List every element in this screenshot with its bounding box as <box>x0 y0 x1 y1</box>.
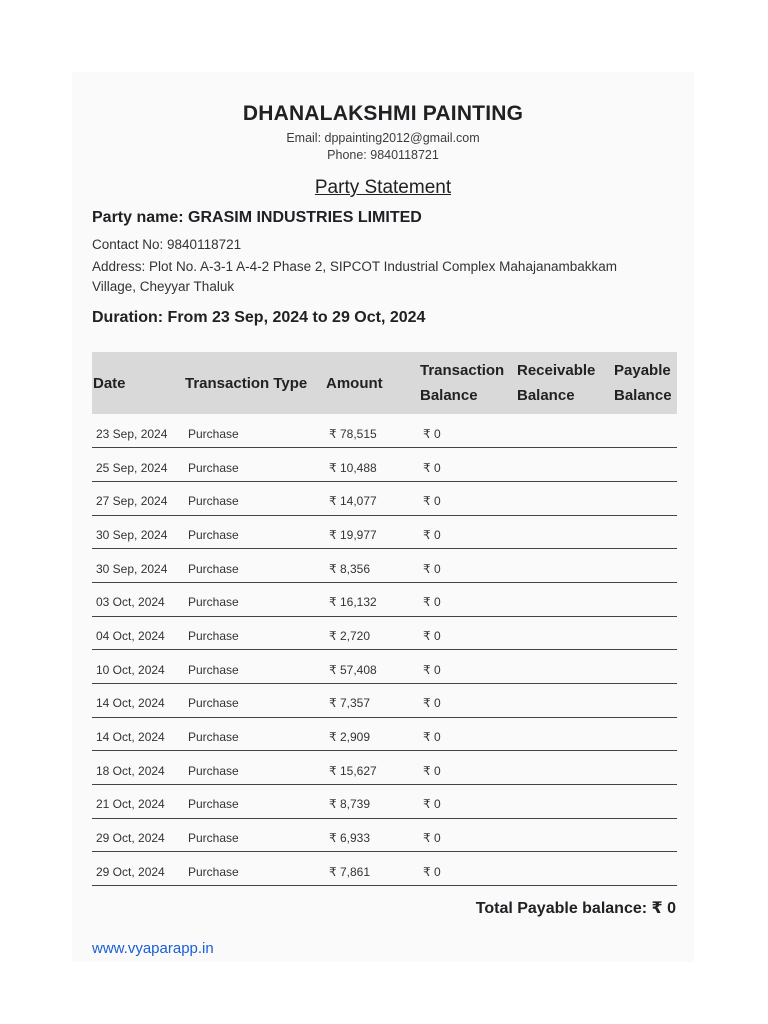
cell-amount: ₹ 8,739 <box>325 785 419 819</box>
statement-duration: Duration: From 23 Sep, 2024 to 29 Oct, 2024 <box>92 309 426 326</box>
table-header-row <box>92 352 677 414</box>
cell-payable-balance <box>613 852 677 886</box>
table-row <box>92 684 677 718</box>
table-row <box>92 818 677 852</box>
cell-receivable-balance <box>516 818 613 852</box>
cell-date: 14 Oct, 2024 <box>92 684 184 718</box>
cell-transaction-balance: ₹ 0 <box>419 684 516 718</box>
cell-receivable-balance <box>516 515 613 549</box>
cell-transaction-balance: ₹ 0 <box>419 515 516 549</box>
header-payable-balance: Payable Balance <box>614 362 672 404</box>
cell-amount: ₹ 57,408 <box>325 650 419 684</box>
cell-receivable-balance <box>516 448 613 482</box>
cell-date: 29 Oct, 2024 <box>92 818 184 852</box>
party-address: Address: Plot No. A-3-1 A-4-2 Phase 2, SIPCOT Industrial Complex Mahajanambakkam Village, Cheyyar Thaluk <box>92 259 617 294</box>
cell-payable-balance <box>613 785 677 819</box>
cell-payable-balance <box>613 818 677 852</box>
cell-transaction-balance: ₹ 0 <box>419 852 516 886</box>
cell-receivable-balance <box>516 751 613 785</box>
cell-transaction-type: Purchase <box>184 481 325 515</box>
header-transaction-balance: Transaction Balance <box>420 362 505 404</box>
table-row <box>92 717 677 751</box>
cell-receivable-balance <box>516 785 613 819</box>
cell-amount: ₹ 16,132 <box>325 582 419 616</box>
party-contact: Contact No: 9840118721 <box>92 237 242 252</box>
cell-receivable-balance <box>516 414 613 448</box>
cell-transaction-type: Purchase <box>184 684 325 718</box>
cell-transaction-balance: ₹ 0 <box>419 582 516 616</box>
cell-transaction-type: Purchase <box>184 751 325 785</box>
cell-amount: ₹ 78,515 <box>325 414 419 448</box>
cell-amount: ₹ 2,720 <box>325 616 419 650</box>
company-email: Email: dppainting2012@gmail.com <box>286 131 480 145</box>
table-row <box>92 616 677 650</box>
company-phone: Phone: 9840118721 <box>327 148 439 162</box>
cell-payable-balance <box>613 414 677 448</box>
cell-amount: ₹ 19,977 <box>325 515 419 549</box>
cell-transaction-type: Purchase <box>184 818 325 852</box>
table-row <box>92 852 677 886</box>
cell-amount: ₹ 14,077 <box>325 481 419 515</box>
cell-amount: ₹ 2,909 <box>325 717 419 751</box>
cell-receivable-balance <box>516 616 613 650</box>
cell-payable-balance <box>613 717 677 751</box>
cell-payable-balance <box>613 650 677 684</box>
table-row <box>92 515 677 549</box>
cell-amount: ₹ 6,933 <box>325 818 419 852</box>
cell-amount: ₹ 8,356 <box>325 549 419 583</box>
cell-transaction-balance: ₹ 0 <box>419 549 516 583</box>
cell-date: 23 Sep, 2024 <box>92 414 184 448</box>
cell-transaction-type: Purchase <box>184 582 325 616</box>
cell-transaction-balance: ₹ 0 <box>419 448 516 482</box>
table-row <box>92 549 677 583</box>
table-row <box>92 785 677 819</box>
total-payable-balance: Total Payable balance: ₹ 0 <box>475 900 676 917</box>
cell-payable-balance <box>613 751 677 785</box>
cell-transaction-balance: ₹ 0 <box>419 717 516 751</box>
cell-date: 03 Oct, 2024 <box>92 582 184 616</box>
cell-transaction-balance: ₹ 0 <box>419 650 516 684</box>
cell-payable-balance <box>613 549 677 583</box>
cell-payable-balance <box>613 515 677 549</box>
cell-date: 21 Oct, 2024 <box>92 785 184 819</box>
cell-amount: ₹ 10,488 <box>325 448 419 482</box>
table-row <box>92 650 677 684</box>
cell-date: 14 Oct, 2024 <box>92 717 184 751</box>
cell-receivable-balance <box>516 852 613 886</box>
cell-payable-balance <box>613 616 677 650</box>
cell-amount: ₹ 7,357 <box>325 684 419 718</box>
cell-transaction-balance: ₹ 0 <box>419 481 516 515</box>
cell-transaction-type: Purchase <box>184 414 325 448</box>
table-row <box>92 751 677 785</box>
cell-amount: ₹ 7,861 <box>325 852 419 886</box>
cell-transaction-type: Purchase <box>184 549 325 583</box>
cell-payable-balance <box>613 448 677 482</box>
party-name: Party name: GRASIM INDUSTRIES LIMITED <box>92 209 422 226</box>
cell-transaction-type: Purchase <box>184 515 325 549</box>
vyapar-website-link[interactable]: www.vyaparapp.in <box>92 940 214 957</box>
header-transaction-type: Transaction Type <box>185 374 308 392</box>
cell-date: 29 Oct, 2024 <box>92 852 184 886</box>
cell-transaction-type: Purchase <box>184 616 325 650</box>
cell-transaction-type: Purchase <box>184 448 325 482</box>
cell-transaction-balance: ₹ 0 <box>419 751 516 785</box>
cell-date: 27 Sep, 2024 <box>92 481 184 515</box>
cell-receivable-balance <box>516 650 613 684</box>
cell-transaction-type: Purchase <box>184 852 325 886</box>
table-row <box>92 448 677 482</box>
transactions-table <box>92 352 677 886</box>
header-receivable-balance: Receivable Balance <box>517 362 596 404</box>
header-amount: Amount <box>326 374 383 392</box>
cell-date: 30 Sep, 2024 <box>92 515 184 549</box>
statement-document <box>72 72 694 962</box>
cell-transaction-type: Purchase <box>184 650 325 684</box>
cell-transaction-balance: ₹ 0 <box>419 414 516 448</box>
cell-transaction-balance: ₹ 0 <box>419 616 516 650</box>
cell-receivable-balance <box>516 582 613 616</box>
table-row <box>92 582 677 616</box>
cell-receivable-balance <box>516 549 613 583</box>
cell-date: 04 Oct, 2024 <box>92 616 184 650</box>
cell-date: 25 Sep, 2024 <box>92 448 184 482</box>
company-name: DHANALAKSHMI PAINTING <box>242 102 524 125</box>
cell-transaction-balance: ₹ 0 <box>419 818 516 852</box>
table-row <box>92 414 677 448</box>
cell-date: 30 Sep, 2024 <box>92 549 184 583</box>
table-row <box>92 481 677 515</box>
cell-transaction-type: Purchase <box>184 785 325 819</box>
cell-transaction-type: Purchase <box>184 717 325 751</box>
statement-title: Party Statement <box>314 177 452 198</box>
cell-date: 10 Oct, 2024 <box>92 650 184 684</box>
cell-transaction-balance: ₹ 0 <box>419 785 516 819</box>
cell-date: 18 Oct, 2024 <box>92 751 184 785</box>
cell-payable-balance <box>613 582 677 616</box>
cell-receivable-balance <box>516 717 613 751</box>
cell-receivable-balance <box>516 684 613 718</box>
cell-receivable-balance <box>516 481 613 515</box>
cell-amount: ₹ 15,627 <box>325 751 419 785</box>
header-date: Date <box>93 374 126 392</box>
cell-payable-balance <box>613 481 677 515</box>
cell-payable-balance <box>613 684 677 718</box>
